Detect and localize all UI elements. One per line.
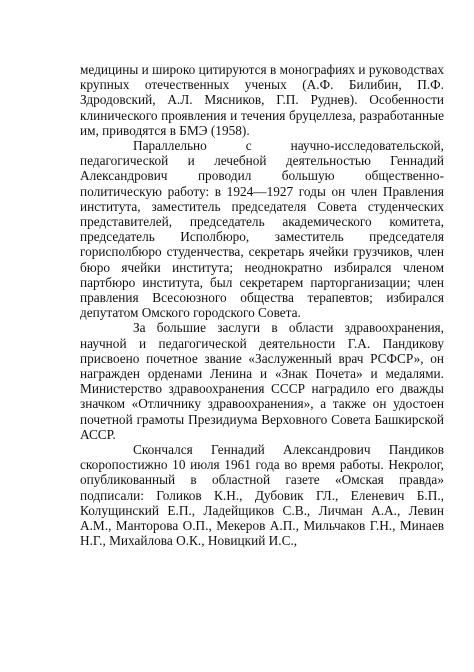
paragraph-4: Скончался Геннадий Александрович Пандиков скоропостижно 10 июля 1961 года во время работы. Некролог, опубликованный в областной газете «Омская правда» подписали: Голиков К.Н., Дубовик ГЛ., Еленевич Б.П., Колущинский Е.П., Ладейщиков С.В., Личман А.А., Левин А.М., Манторова О.П., Мекеров А.П., Мильчаков Г.Н., Минаев Н.Г., Михайлова О.К., Новицкий И.С., xyxy=(80,442,444,549)
paragraph-2: Параллельно с научно-исследовательской, педагогической и лечебной деятельностью Геннадий Александрович проводил большую общественно-политическую работу: в 1924—1927 годы он член Правления института, заместитель председателя Совета студенческих представителей, председатель академического комитета, председатель Исполбюро, заместитель председателя горисполбюро студенчества, секретарь ячейки грузчиков, член бюро ячейки института; неоднократно избирался членом партбюро института, был секретарем парторганизации; член правления Всесоюзного общества терапевтов; избирался депутатом Омского городского Совета. xyxy=(80,138,444,321)
paragraph-1: медицины и широко цитируются в монографиях и руководствах крупных отечественных ученых (А.Ф. Билибин, П.Ф. Здродовский, А.Л. Мясников, Г.П. Руднев). Особенности клинического проявления и течения бруцеллеза, разработанные им, приводятся в БМЭ (1958). xyxy=(80,62,444,138)
paragraph-3: За большие заслуги в области здравоохранения, научной и педагогической деятельности Г.А. Пандикову присвоено почетное звание «Заслуженный врач РСФСР», он награжден орденами Ленина и «Знак Почета» и медалями. Министерство здравоохранения СССР наградило его дважды значком «Отличнику здравоохранения», а также он удостоен почетной грамоты Президиума Верховного Совета Башкирской АССР. xyxy=(80,320,444,442)
document-page xyxy=(80,62,444,549)
